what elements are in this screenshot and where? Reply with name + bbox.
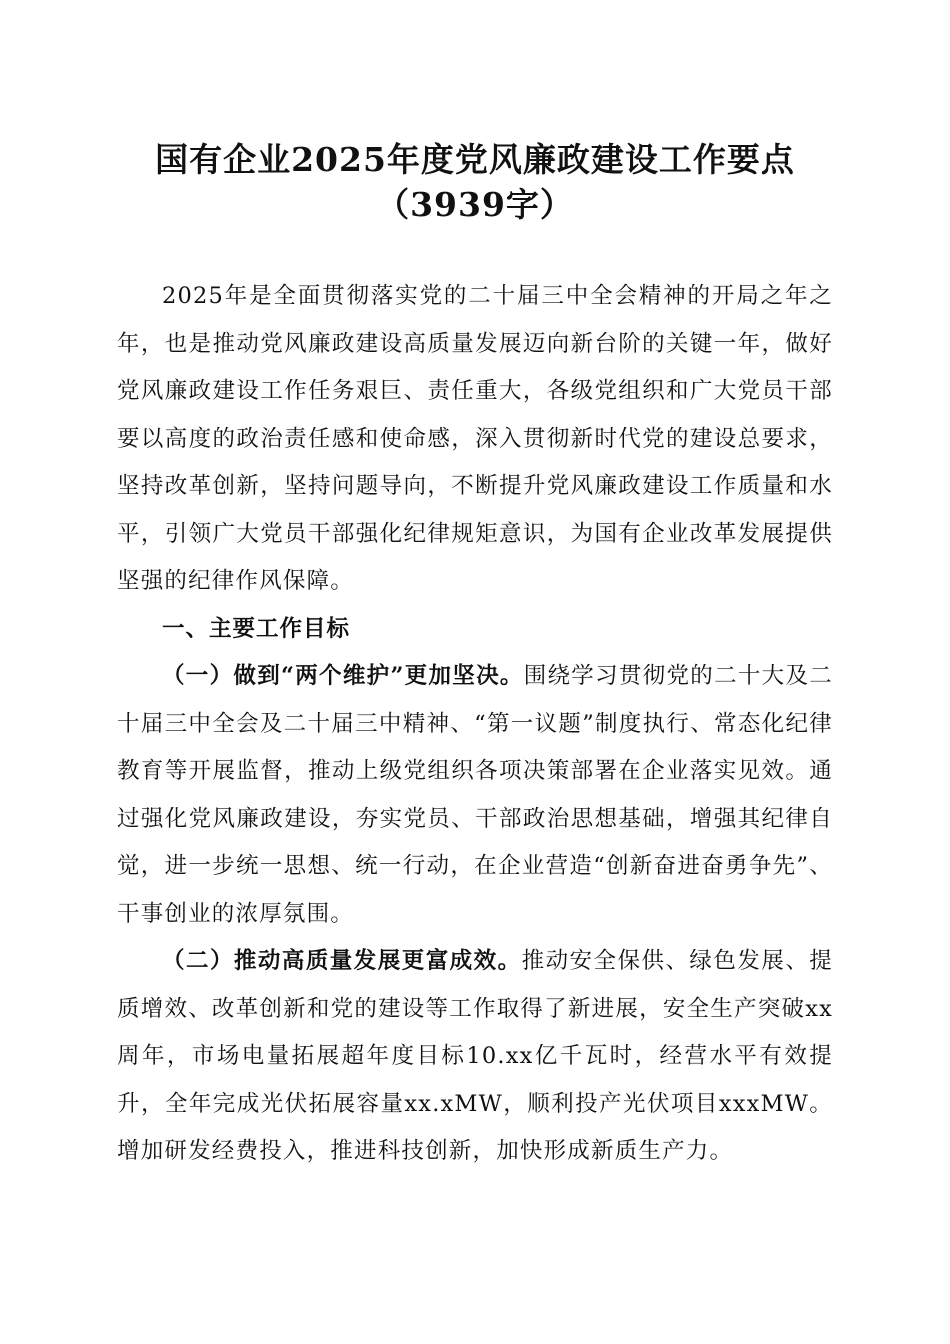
goal-item-2-text: 推动安全保供、绿色发展、提质增效、改革创新和党的建设等工作取得了新进展，安全生产突破xx周年，市场电量拓展超年度目标10.xx亿千瓦时，经营水平有效提升，全年完成光伏拓展容量xx.xMW，顺利投产光伏项目xxxMW。增加研发经费投入，推进科技创新，加快形成新质生产力。 [117,948,833,1164]
goal-item-2 [117,938,833,1176]
document-title: 国有企业2025年度党风廉政建设工作要点 [155,140,795,179]
goal-item-1-text: 围绕学习贯彻党的二十大及二十届三中全会及二十届三中精神、“第一议题”制度执行、常态化纪律教育等开展监督，推动上级党组织各项决策部署在企业落实见效。通过强化党风廉政建设，夯实党员、干部政治思想基础，增强其纪律自觉，进一步统一思想、统一行动，在企业营造“创新奋进奋勇争先”、干事创业的浓厚氛围。 [117,663,833,927]
document-word-count: （3939字） [376,185,574,224]
document-body [117,273,833,1176]
goal-item-1-lead: （一）做到“两个维护”更加坚决。 [162,663,524,689]
goal-item-1 [117,653,833,938]
section-heading-goals: 一、主要工作目标 [162,615,351,642]
intro-paragraph: 2025年是全面贯彻落实党的二十届三中全会精神的开局之年之年，也是推动党风廉政建设高质量发展迈向新台阶的关键一年，做好党风廉政建设工作任务艰巨、责任重大，各级党组织和广大党员干部要以高度的政治责任感和使命感，深入贯彻新时代党的建设总要求，坚持改革创新，坚持问题导向，不断提升党风廉政建设工作质量和水平，引领广大党员干部强化纪律规矩意识，为国有企业改革发展提供坚强的纪律作风保障。 [117,283,833,594]
goal-item-2-lead: （二）推动高质量发展更富成效。 [162,948,522,974]
